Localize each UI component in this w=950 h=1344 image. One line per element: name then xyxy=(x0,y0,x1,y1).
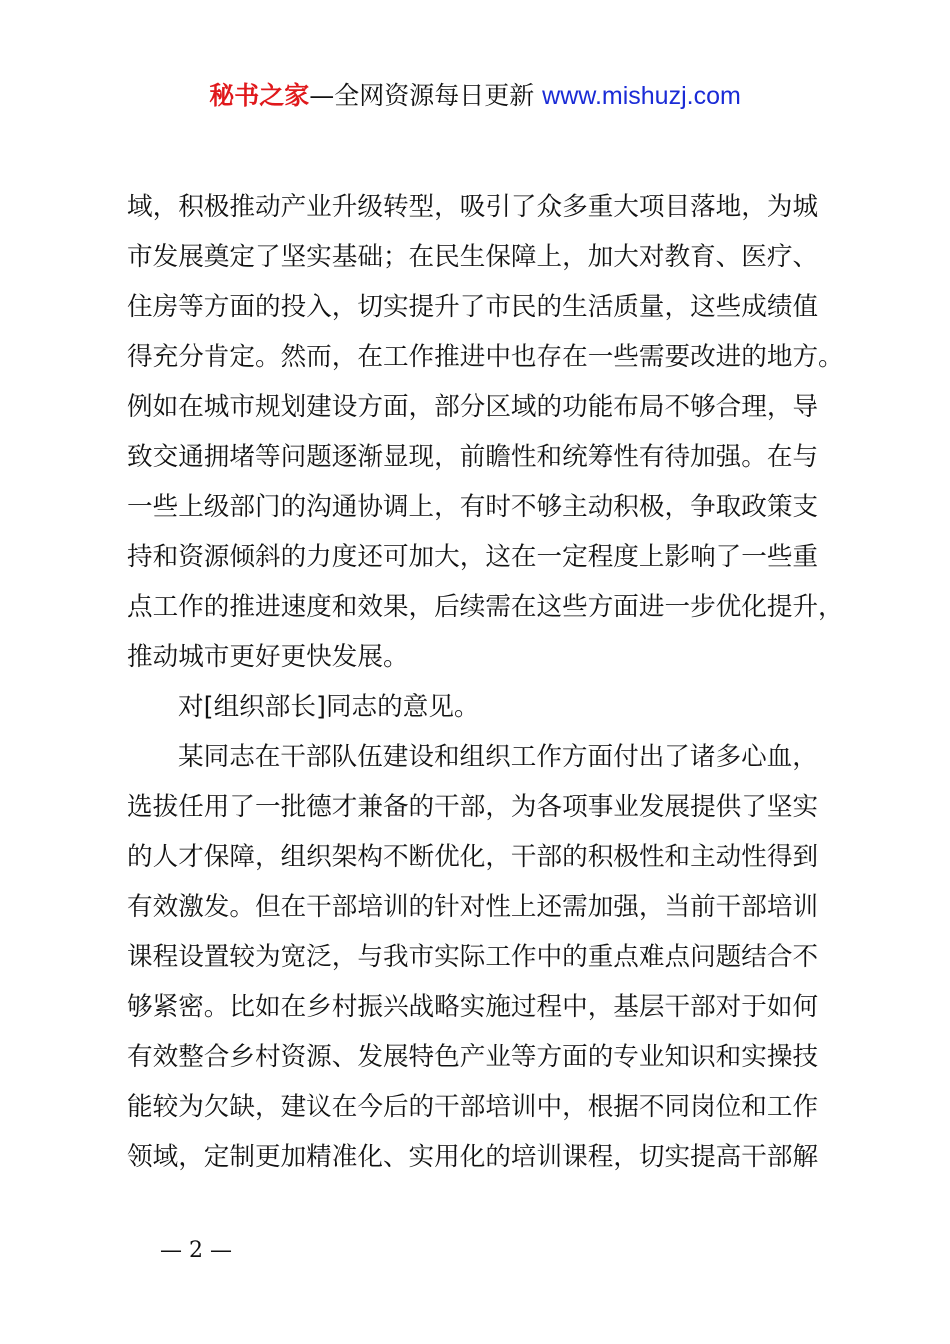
site-url-link[interactable]: www.mishuzj.com xyxy=(542,82,741,110)
text-line: 住房等方面的投入，切实提升了市民的生活质量，这些成绩值 xyxy=(127,292,819,322)
text-line: 有效激发。但在干部培训的针对性上还需加强，当前干部培训 xyxy=(127,892,819,922)
text-line: 致交通拥堵等问题逐渐显现，前瞻性和统筹性有待加强。在与 xyxy=(127,442,819,472)
text-line: 点工作的推进速度和效果，后续需在这些方面进一步优化提升， xyxy=(127,592,844,622)
text-line: 够紧密。比如在乡村振兴战略实施过程中，基层干部对于如何 xyxy=(127,992,819,1022)
text-line: 选拔任用了一批德才兼备的干部，为各项事业发展提供了坚实 xyxy=(127,792,819,822)
text-line: 市发展奠定了坚实基础；在民生保障上，加大对教育、医疗、 xyxy=(127,242,819,272)
document-body xyxy=(127,182,844,1182)
section-heading: 对[组织部长]同志的意见。 xyxy=(178,692,480,722)
page-number: — 2 — xyxy=(160,1238,232,1263)
text-line: 某同志在干部队伍建设和组织工作方面付出了诸多心血， xyxy=(178,742,818,772)
text-line: 推动城市更好更快发展。 xyxy=(127,642,409,672)
text-line: 域，积极推动产业升级转型，吸引了众多重大项目落地，为城 xyxy=(127,192,819,222)
text-line: 持和资源倾斜的力度还可加大，这在一定程度上影响了一些重 xyxy=(127,542,819,572)
text-line: 能较为欠缺，建议在今后的干部培训中，根据不同岗位和工作 xyxy=(127,1092,819,1122)
text-line: 有效整合乡村资源、发展特色产业等方面的专业知识和实操技 xyxy=(127,1042,819,1072)
site-header xyxy=(0,78,950,114)
text-line: 领域，定制更加精准化、实用化的培训课程，切实提高干部解 xyxy=(127,1142,819,1172)
text-line: 例如在城市规划建设方面，部分区域的功能布局不够合理，导 xyxy=(127,392,819,422)
text-line: 课程设置较为宽泛，与我市实际工作中的重点难点问题结合不 xyxy=(127,942,819,972)
header-slogan: —全网资源每日更新 xyxy=(309,81,543,110)
text-line: 的人才保障，组织架构不断优化，干部的积极性和主动性得到 xyxy=(127,842,819,872)
text-line: 得充分肯定。然而，在工作推进中也存在一些需要改进的地方。 xyxy=(127,342,844,372)
brand-name: 秘书之家 xyxy=(209,81,310,110)
text-line: 一些上级部门的沟通协调上，有时不够主动积极，争取政策支 xyxy=(127,492,819,522)
